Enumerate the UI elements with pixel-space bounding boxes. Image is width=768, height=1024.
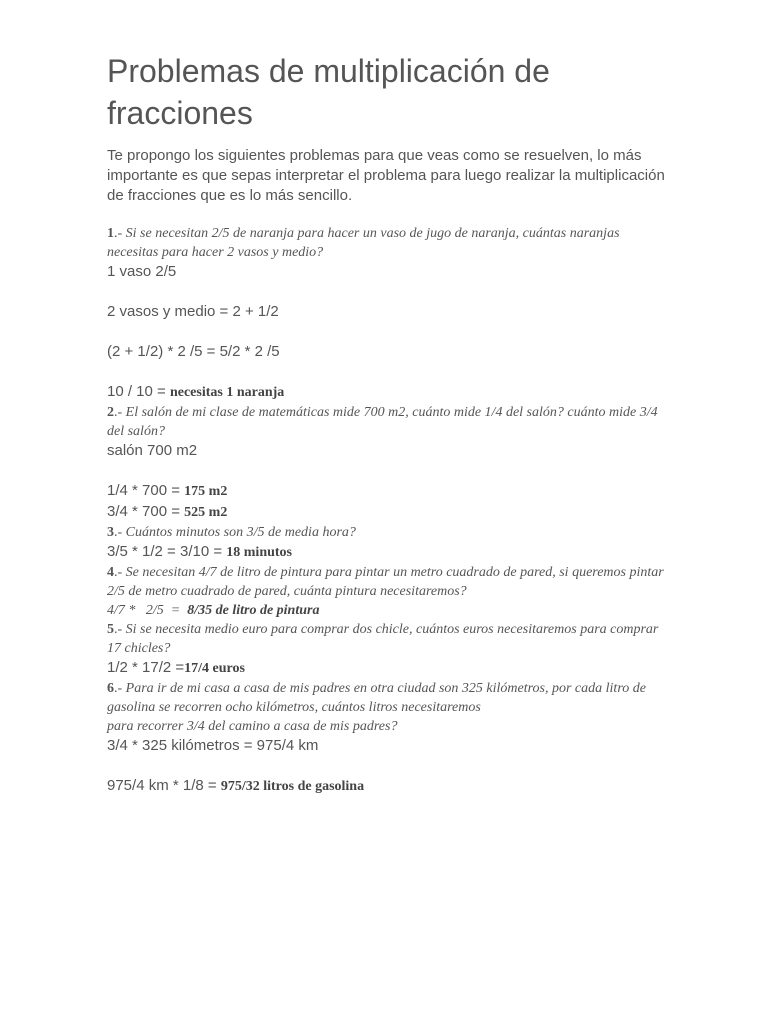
problem-separator: .- <box>114 226 123 241</box>
problem-text: Se necesitan 4/7 de litro de pintura para pintar un metro cuadrado de pared, si queremos pintar 2/5 de metro cuadrado de pared, cuánta pintura necesitaremos? <box>107 565 664 599</box>
problem-5-question <box>107 620 667 658</box>
problem-5-result <box>107 658 667 679</box>
problem-number: 4 <box>107 565 114 580</box>
problem-separator: .- <box>114 681 123 696</box>
problem-2-result-1 <box>107 481 667 502</box>
problem-separator: .- <box>114 525 123 540</box>
problem-number: 1 <box>107 226 114 241</box>
problem-2-question <box>107 403 667 441</box>
answer: 525 m2 <box>184 505 228 520</box>
problem-2-line-1: salón 700 m2 <box>107 442 198 459</box>
calculation: 3/4 * 700 = <box>107 503 185 520</box>
intro-paragraph: Te propongo los siguientes problemas para que veas como se resuelven, lo más importante es que sepas interpretar el problema para luego realizar la multiplicación de fracciones que es lo más sencillo. <box>107 147 665 204</box>
problems-list <box>107 224 667 797</box>
answer: 17/4 euros <box>184 661 245 676</box>
problem-1-question <box>107 224 667 262</box>
calculation: 10 / 10 = <box>107 383 170 400</box>
problem-separator: .- <box>114 565 123 580</box>
problem-number: 2 <box>107 405 114 420</box>
problem-6-question <box>107 679 667 717</box>
calculation: 4/7 * 2/5 = <box>107 603 188 618</box>
problem-number: 5 <box>107 622 114 637</box>
problem-text: Para ir de mi casa a casa de mis padres en otra ciudad son 325 kilómetros, por cada litro de gasolina se recorren ocho kilómetros, cuántos litros necesitaremos <box>107 681 646 715</box>
problem-separator: .- <box>114 622 123 637</box>
page-title: Problemas de multiplicación de fracciones <box>107 53 550 131</box>
problem-6-line-1: 3/4 * 325 kilómetros = 975/4 km <box>107 737 319 754</box>
problem-number: 3 <box>107 525 114 540</box>
problem-3-result <box>107 542 667 563</box>
problem-6-question-cont: para recorrer 3/4 del camino a casa de mis padres? <box>107 719 398 734</box>
calculation: 1/2 * 17/2 = <box>107 659 185 676</box>
calculation: 1/4 * 700 = <box>107 482 185 499</box>
problem-1-line-1: 1 vaso 2/5 <box>107 263 177 280</box>
problem-1-line-3: (2 + 1/2) * 2 /5 = 5/2 * 2 /5 <box>107 343 280 360</box>
problem-text: Si se necesitan 2/5 de naranja para hacer un vaso de jugo de naranja, cuántas naranjas necesitas para hacer 2 vasos y medio? <box>107 226 620 260</box>
problem-separator: .- <box>114 405 123 420</box>
problem-1-result <box>107 382 667 403</box>
problem-6-result <box>107 776 667 797</box>
problem-text: El salón de mi clase de matemáticas mide 700 m2, cuánto mide 1/4 del salón? cuánto mide 3/4 del salón? <box>107 405 658 439</box>
problem-4-result <box>107 601 667 620</box>
problem-2-result-2 <box>107 502 667 523</box>
problem-4-question <box>107 563 667 601</box>
calculation: 975/4 km * 1/8 = <box>107 777 221 794</box>
problem-text: Si se necesita medio euro para comprar dos chicle, cuántos euros necesitaremos para comprar 17 chicles? <box>107 622 659 656</box>
answer: necesitas 1 naranja <box>169 385 285 400</box>
calculation: 3/5 * 1/2 = 3/10 = <box>107 543 227 560</box>
problem-text: Cuántos minutos son 3/5 de media hora? <box>122 525 356 540</box>
problem-1-line-2: 2 vasos y medio = 2 + 1/2 <box>107 303 279 320</box>
answer: 18 minutos <box>226 545 292 560</box>
answer: 8/35 de litro de pintura <box>187 603 320 618</box>
problem-number: 6 <box>107 681 114 696</box>
problem-3-question <box>107 523 667 542</box>
answer: 175 m2 <box>184 484 228 499</box>
answer: 975/32 litros de gasolina <box>220 779 365 794</box>
